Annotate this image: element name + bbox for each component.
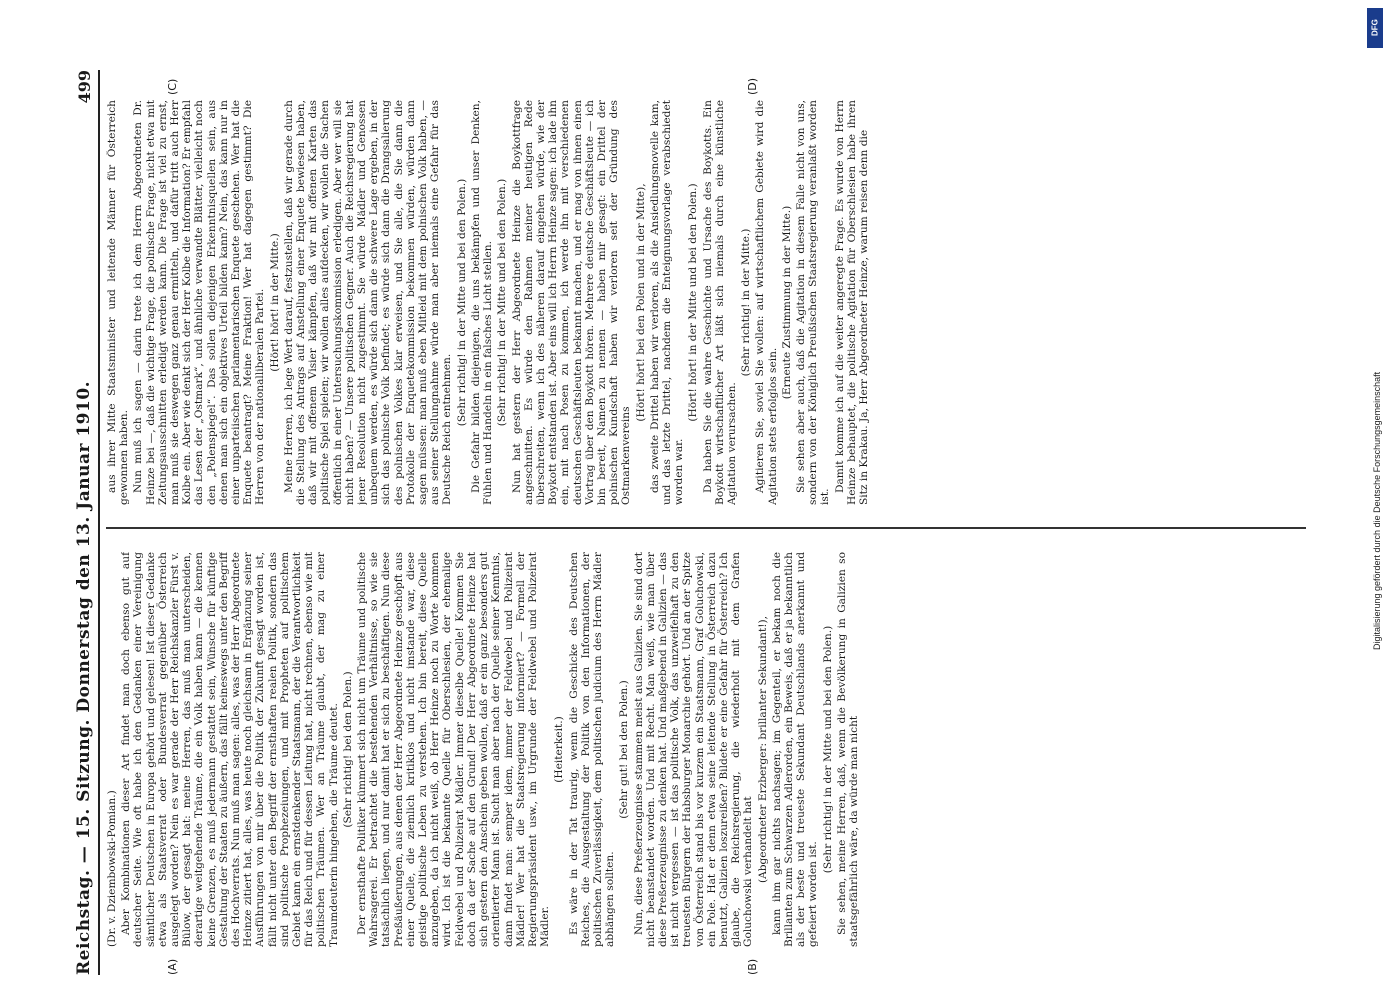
paragraph: (Abgeordneter Erzberger: brillanter Sekundant!), <box>756 615 769 884</box>
paragraph: (Sehr gut! bei den Polen.) <box>618 680 631 819</box>
left-column <box>106 552 1306 947</box>
paragraph: Es wäre in der Tat traurig, wenn die Geschicke des Deutschen Reiches, die Ausgestaltung der Politik von den Informationen, der politischen Zuverlässigkeit, dem politischen judicium des Herrn Mädler abhängen sollten. <box>567 552 617 947</box>
dfg-logo: DFG <box>1367 8 1383 48</box>
text-columns <box>106 70 1306 975</box>
paragraph: Damit komme ich auf die weiter angeregte Frage. Es wurde von Herrn Heinze behauptet, die politische Agitation für Oberschlesien habe ihren Sitz in Krakau. Ja, Herr Abgeordneter Heinze, warum reisen denn die <box>833 100 870 505</box>
paragraph: (Hört! hört! in der Mitte und bei den Polen.) <box>687 183 700 422</box>
paragraph: Sie sehen, meine Herren, daß, wenn die Bevölkerung in Galizien so staatsgefährlich wäre, da würde man nicht <box>835 552 860 947</box>
page-header <box>60 70 100 975</box>
paragraph: Aber Kombinationen dieser Art findet man doch ebenso gut auf deutscher Seite. Wie oft habe ich den Gedanken einer Vereinigung sämtlicher Deutschen in Europa gehört und gelesen! Ist dieser Gedanke etwa als Staatsverrat oder Bundesverrat gegenüber Österreich ausgelegt worden? Nein es war gerade der Herr Reichskanzler Fürst v. Bülow, der gesagt hat: meine Herren, das muß man unterscheiden, derartige weitgehende Träume, die ein Volk haben kann — die kennen keine Grenzen, es muß jedermann gestattet sein, Wünsche für künftige Gestaltung der Staaten zu äußern, das fällt keineswegs unter den Begriff des Hochverrats. Nun muß man sagen: alles, was der Herr Abgeordnete Heinze zitiert hat, alles, was heute noch gleichsam in Ergänzung seiner Ausführungen von mir über die Politik der Zukunft gesagt worden ist, fällt nicht unter den Begriff der ernsthaften realen Politik, sondern das sind politische Prophezeiungen, und mit Propheten auf politischem Gebiet kann ein ernstdenkender Staatsmann, der die Verantwortlichkeit für das Reich und für dessen Leitung hat, nicht rechnen, ebenso wie mit politischen Träumen. Wer an Träume glaubt, der mag zu einer Traumdeuterin hingehen, die Träume deutet. <box>120 552 340 947</box>
right-column <box>106 100 1306 505</box>
page-number: 499 <box>75 70 94 104</box>
margin-marker-b: (B) <box>746 958 759 975</box>
paragraph: Agitieren Sie, soviel Sie wollen: auf wirtschaftlichem Gebiete wird die Agitation stets erfolglos sein. <box>754 100 779 505</box>
paragraph: (Sehr richtig! in der Mitte und bei den Polen.) <box>496 178 509 427</box>
margin-marker-d: (D) <box>746 77 759 95</box>
paragraph: (Heiterkeit.) <box>553 716 566 783</box>
paragraph: (Sehr richtig! in der Mitte und bei den Polen.) <box>821 625 834 874</box>
paragraph: aus ihrer Mitte Staatsminister und leitende Männer für Österreich gewonnen haben. <box>106 100 131 505</box>
paragraph: Da haben Sie die wahre Geschichte und Ursache des Boykotts. Ein Boykott wirtschaftlicher Art läßt sich niemals durch eine künstliche Agitation verursachen. <box>701 100 738 505</box>
paragraph: Der ernsthafte Politiker kümmert sich nicht um Träume und politische Wahrsagerei. Er betrachtet die bestehenden Verhältnisse, so wie sie tatsächlich liegen, und nur damit hat er sich zu beschäftigen. Nun diese Preßäußerungen, aus denen der Herr Abgeordnete Heinze geschöpft aus einer Quelle, die ziemlich kritiklos und nicht imstande war, diese geistige politische Leben zu verstehen. Ich bin bereit, diese Quelle anzugeben, da ich nicht weiß, ob Herr Heinze noch zu Worte kommen wird. Ich ist die bekannte Quelle für Oberschlesien, der ehemalige Feldwebel und Polizeirat Mädler. Immer dieselbe Quelle! Kommen Sie doch da der Sache auf den Grund! Der Herr Abgeordnete Heinze hat sich gestern den Anschein geben wollen, daß er ein ganz besonders gut orientierter Mann ist. Sucht man aber nach der Quelle seiner Kenntnis, dann findet man: semper idem, immer der Feldwebel und Polizeirat Mädler! Wer hat die Staatsregierung informiert? — Formell der Regierungspräsident usw., im Urgrunde der Feldwebel und Polizeirat Mädler. <box>356 552 552 947</box>
paragraph: (Hört! hört! in der Mitte.) <box>268 233 281 372</box>
margin-marker-a: (A) <box>166 958 179 975</box>
digitization-note: Digitalisierung gefördert durch die Deutsche Forschungsgemeinschaft <box>1372 371 1382 650</box>
margin-marker-c: (C) <box>166 78 179 95</box>
paragraph: (Sehr richtig! in der Mitte.) <box>740 228 753 377</box>
paragraph: das zweite Drittel haben wir verloren, als die Ansiedlungsnovelle kam, und das letzte Drittel, nachdem die Enteignungsvorlage verabschiedet worden war. <box>648 100 686 505</box>
paragraph: Nun muß ich sagen — darin trete ich dem Herrn Abgeordneten Dr. Heinze bei —, daß die wichtige Frage, die polnische Frage, nicht etwa mit Zeitungsausschnitten erledigt werden kann. Die Frage ist viel zu ernst, man muß sie deswegen ganz genau ermitteln, und dafür tritt auch Herr Kolbe ein. Aber wie denkt sich der Herr Kolbe die Information? Er empfahl das Lesen der „Ostmark“, und ähnliche verwandte Blätter, vielleicht noch den „Polenspiegel“. Das sollen diejenigen Erkenntnisquellen sein, aus denen man sich ein objektives Urteil bilden kann? Nein, das kann nur in einer unparteiischen parlamentarischen Enquete geschehen. Wer hat die Enquete beantragt? Meine Fraktion! Wer hat dagegen gestimmt? Die Herren von der nationalliberalen Partei. <box>132 100 267 505</box>
speaker-label: (Dr. v. Dziembowski-Pomian.) <box>106 790 118 947</box>
paragraph: Die Gefahr bilden diejenigen, die uns bekämpfen und unser Denken, Fühlen und Handeln in ein falsches Licht stellen. <box>469 100 495 505</box>
paragraph: (Hört! hört! bei den Polen und in der Mitte), <box>634 183 647 422</box>
paragraph: (Erneute Zustimmung in der Mitte.) <box>780 205 793 400</box>
paragraph: Nun hat gestern der Herr Abgeordnete Heinze die Boykottfrage angeschnitten. Es würde den Rahmen meiner heutigen Rede überschreiten, wenn ich des näheren darauf eingehen würde, wie der Boykott entstanden ist. Aber eins will ich Herrn Heinze sagen: ich lade ihn ein, mit nach Posen zu kommen, ich werde ihn mit verschiedenen deutschen Geschäftsleuten bekannt machen, und er mag von ihnen einen Vortrag über den Boykott hören. Mehrere deutsche Geschäftsleute — ich bin bereit, Namen zu nennen — haben mir gesagt: ein Drittel der polnischen Kundschaft haben wir verloren seit der Gründung des Ostmarkenvereins <box>510 100 633 505</box>
paragraph: Nun, diese Preßerzeugnisse stammen meist aus Galizien. Sie sind dort nicht beanstandet worden. Und mit Recht. Man weiß, wie man über diese Preßerzeugnisse zu denken hat. Und maßgebend in Galizien — das ist nicht vergessen — ist das politische Volk, das unzweifelhaft zu den treuesten Bürgern der Habsburger Monarchie gehört. Und an der Spitze von Österreich stand bis vor kurzem ein Staatsmann, Graf Goluchowski, ein Pole. Hat er denn etwa seine leitende Stellung in Österreich dazu benutzt, Galizien loszureißen? Bildete er eine Gefahr für Österreich? Ich glaube, die Reichsregierung, die wiederholt mit dem Grafen Goluchowski verhandelt hat <box>632 552 755 947</box>
paragraph: Meine Herren, ich lege Wert darauf, festzustellen, daß wir gerade durch die Stellung des Antrags auf Anstellung einer Enquete bewiesen haben, daß wir mit offenem Visier kämpfen, daß wir mit offenen Karten das politische Spiel spielen; wir wollen alles aufdecken, wir wollen die Sachen öffentlich in einer Untersuchungskommission erledigen. Aber wer will sie nicht haben? — Unsere politischen Gegner. Auch die Reichsregierung hat jener Resolution nicht zugestimmt. Sie würde Mädler und Genossen unbequem werden, es würde sich dann die schwere Lage ergeben, in der sich das polnische Volk befindet; es würde sich dann die Drangsalierung des polnischen Volkes klar erweisen, und Sie alle, die Sie dann die Protokolle der Enquetekommission bekommen würden, würden dann sagen müssen: man muß eben Mitleid mit dem polnischen Volk haben, — aus seiner Stellungnahme würde man aber niemals eine Gefahr für das Deutsche Reich entnehmen. <box>282 100 454 505</box>
paragraph: Sie sehen aber auch, daß die Agitation in diesem Falle nicht von uns, sondern von der Königlich Preußischen Staatsregierung veranlaßt worden ist. <box>794 100 832 505</box>
paragraph: (Sehr richtig! in der Mitte und bei den Polen.) <box>455 178 468 427</box>
page-title: Reichstag. — 15. Sitzung. Donnerstag den 13. Januar 1910. <box>74 380 94 975</box>
paragraph: (Sehr richtig! bei den Polen.) <box>341 671 354 828</box>
column-divider <box>106 527 1306 529</box>
rotated-content <box>60 70 1310 975</box>
paragraph: kann ihm gar nichts nachsagen; im Gegenteil, er bekam noch die Brillanten zum Schwarzen Adlerorden, ein Beweis, daß er ja bekanntlich als der beste und treueste Sekundant Deutschlands anerkannt und gefeiert worden ist. <box>770 552 820 947</box>
